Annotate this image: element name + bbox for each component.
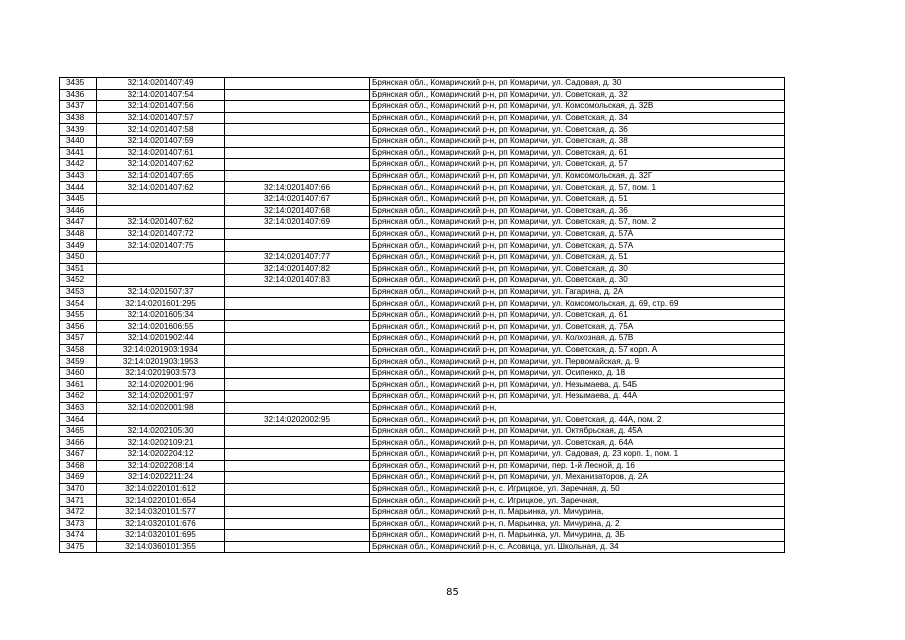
table-row xyxy=(60,425,785,437)
cadastral-number-cell: 32:14:0201507:37 xyxy=(97,286,225,298)
address-cell: Брянская обл., Комаричский р-н, рп Комаричи, ул. Садовая, д. 30 xyxy=(370,78,785,90)
row-number-cell: 3470 xyxy=(60,483,97,495)
related-cadastral-number-cell xyxy=(225,483,370,495)
address-cell: Брянская обл., Комаричский р-н, рп Комаричи, ул. Советская, д. 30 xyxy=(370,275,785,287)
cadastral-number-cell: 32:14:0220101:654 xyxy=(97,495,225,507)
row-number-cell: 3473 xyxy=(60,518,97,530)
related-cadastral-number-cell: 32:14:0201407:69 xyxy=(225,217,370,229)
address-cell: Брянская обл., Комаричский р-н, рп Комаричи, ул. Механизаторов, д. 2А xyxy=(370,472,785,484)
related-cadastral-number-cell xyxy=(225,112,370,124)
cadastral-number-cell: 32:14:0202001:98 xyxy=(97,402,225,414)
cadastral-number-cell: 32:14:0201601:295 xyxy=(97,298,225,310)
related-cadastral-number-cell xyxy=(225,333,370,345)
table-row xyxy=(60,275,785,287)
related-cadastral-number-cell xyxy=(225,228,370,240)
table-row xyxy=(60,205,785,217)
related-cadastral-number-cell: 32:14:0201407:83 xyxy=(225,275,370,287)
cadastral-number-cell xyxy=(97,205,225,217)
address-cell: Брянская обл., Комаричский р-н, рп Комаричи, ул. Советская, д. 57 xyxy=(370,159,785,171)
cadastral-number-cell: 32:14:0220101:612 xyxy=(97,483,225,495)
row-number-cell: 3445 xyxy=(60,193,97,205)
cadastral-number-cell: 32:14:0201407:61 xyxy=(97,147,225,159)
related-cadastral-number-cell xyxy=(225,391,370,403)
row-number-cell: 3472 xyxy=(60,506,97,518)
address-cell: Брянская обл., Комаричский р-н, рп Комаричи, ул. Комсомольская, д. 32В xyxy=(370,101,785,113)
address-cell: Брянская обл., Комаричский р-н, рп Комаричи, ул. Советская, д. 32 xyxy=(370,89,785,101)
address-cell: Брянская обл., Комаричский р-н, рп Комаричи, ул. Гагарина, д. 2А xyxy=(370,286,785,298)
table-row xyxy=(60,495,785,507)
cadastral-number-cell: 32:14:0202105:30 xyxy=(97,425,225,437)
row-number-cell: 3443 xyxy=(60,170,97,182)
row-number-cell: 3467 xyxy=(60,449,97,461)
related-cadastral-number-cell xyxy=(225,472,370,484)
property-table xyxy=(59,77,785,553)
table-row xyxy=(60,263,785,275)
address-cell: Брянская обл., Комаричский р-н, рп Комаричи, ул. Комсомольская, д. 32Г xyxy=(370,170,785,182)
table-row xyxy=(60,402,785,414)
cadastral-number-cell: 32:14:0320101:577 xyxy=(97,506,225,518)
row-number-cell: 3466 xyxy=(60,437,97,449)
table-row xyxy=(60,530,785,542)
table-row xyxy=(60,147,785,159)
row-number-cell: 3453 xyxy=(60,286,97,298)
table-row xyxy=(60,518,785,530)
table-row xyxy=(60,112,785,124)
table-row xyxy=(60,170,785,182)
row-number-cell: 3474 xyxy=(60,530,97,542)
address-cell: Брянская обл., Комаричский р-н, рп Комаричи, ул. Советская, д. 57А xyxy=(370,228,785,240)
row-number-cell: 3469 xyxy=(60,472,97,484)
row-number-cell: 3448 xyxy=(60,228,97,240)
address-cell: Брянская обл., Комаричский р-н, рп Комаричи, ул. Колхозная, д. 57В xyxy=(370,333,785,345)
row-number-cell: 3471 xyxy=(60,495,97,507)
related-cadastral-number-cell xyxy=(225,367,370,379)
cadastral-number-cell: 32:14:0320101:695 xyxy=(97,530,225,542)
table-row xyxy=(60,159,785,171)
cadastral-number-cell: 32:14:0201903:573 xyxy=(97,367,225,379)
address-cell: Брянская обл., Комаричский р-н, рп Комаричи, ул. Советская, д. 30 xyxy=(370,263,785,275)
table-row xyxy=(60,193,785,205)
related-cadastral-number-cell xyxy=(225,286,370,298)
address-cell: Брянская обл., Комаричский р-н, п. Марьинка, ул. Мичурина, xyxy=(370,506,785,518)
address-cell: Брянская обл., Комаричский р-н, рп Комаричи, ул. Советская, д. 61 xyxy=(370,147,785,159)
table-row xyxy=(60,217,785,229)
cadastral-number-cell: 32:14:0202204:12 xyxy=(97,449,225,461)
cadastral-number-cell xyxy=(97,414,225,426)
table-row xyxy=(60,309,785,321)
cadastral-number-cell: 32:14:0201407:62 xyxy=(97,182,225,194)
related-cadastral-number-cell xyxy=(225,460,370,472)
table-row xyxy=(60,101,785,113)
address-cell: Брянская обл., Комаричский р-н, с. Асовица, ул. Школьная, д. 34 xyxy=(370,541,785,553)
address-cell: Брянская обл., Комаричский р-н, с. Игрицкое, ул. Заречная, д. 50 xyxy=(370,483,785,495)
row-number-cell: 3449 xyxy=(60,240,97,252)
row-number-cell: 3463 xyxy=(60,402,97,414)
address-cell: Брянская обл., Комаричский р-н, рп Комаричи, ул. Советская, д. 44А, пом. 2 xyxy=(370,414,785,426)
related-cadastral-number-cell xyxy=(225,309,370,321)
related-cadastral-number-cell xyxy=(225,147,370,159)
address-cell: Брянская обл., Комаричский р-н, рп Комаричи, ул. Советская, д. 64А xyxy=(370,437,785,449)
table-row xyxy=(60,240,785,252)
cadastral-number-cell: 32:14:0202001:97 xyxy=(97,391,225,403)
page-number: 85 xyxy=(446,587,459,598)
row-number-cell: 3457 xyxy=(60,333,97,345)
table-row xyxy=(60,286,785,298)
related-cadastral-number-cell xyxy=(225,298,370,310)
related-cadastral-number-cell xyxy=(225,495,370,507)
cadastral-number-cell: 32:14:0202109:21 xyxy=(97,437,225,449)
address-cell: Брянская обл., Комаричский р-н, рп Комаричи, ул. Осипенко, д. 18 xyxy=(370,367,785,379)
related-cadastral-number-cell xyxy=(225,379,370,391)
related-cadastral-number-cell xyxy=(225,321,370,333)
related-cadastral-number-cell xyxy=(225,518,370,530)
row-number-cell: 3446 xyxy=(60,205,97,217)
cadastral-number-cell: 32:14:0201407:62 xyxy=(97,217,225,229)
related-cadastral-number-cell xyxy=(225,124,370,136)
property-table-body xyxy=(60,78,785,553)
table-row xyxy=(60,135,785,147)
row-number-cell: 3452 xyxy=(60,275,97,287)
row-number-cell: 3440 xyxy=(60,135,97,147)
related-cadastral-number-cell: 32:14:0201407:77 xyxy=(225,251,370,263)
related-cadastral-number-cell xyxy=(225,101,370,113)
address-cell: Брянская обл., Комаричский р-н, с. Игрицкое, ул. Заречная, xyxy=(370,495,785,507)
row-number-cell: 3441 xyxy=(60,147,97,159)
row-number-cell: 3475 xyxy=(60,541,97,553)
related-cadastral-number-cell xyxy=(225,89,370,101)
related-cadastral-number-cell: 32:14:0202002:95 xyxy=(225,414,370,426)
row-number-cell: 3447 xyxy=(60,217,97,229)
cadastral-number-cell: 32:14:0201903:1934 xyxy=(97,344,225,356)
row-number-cell: 3450 xyxy=(60,251,97,263)
table-row xyxy=(60,449,785,461)
address-cell: Брянская обл., Комаричский р-н, рп Комаричи, пер. 1-й Лесной, д. 16 xyxy=(370,460,785,472)
row-number-cell: 3460 xyxy=(60,367,97,379)
cadastral-number-cell: 32:14:0201407:58 xyxy=(97,124,225,136)
cadastral-number-cell: 32:14:0201407:75 xyxy=(97,240,225,252)
related-cadastral-number-cell xyxy=(225,170,370,182)
cadastral-number-cell: 32:14:0201407:49 xyxy=(97,78,225,90)
table-row xyxy=(60,414,785,426)
address-cell: Брянская обл., Комаричский р-н, рп Комаричи, ул. Советская, д. 57, пом. 2 xyxy=(370,217,785,229)
row-number-cell: 3459 xyxy=(60,356,97,368)
address-cell: Брянская обл., Комаричский р-н, рп Комаричи, ул. Комсомольская, д. 69, стр. 69 xyxy=(370,298,785,310)
related-cadastral-number-cell xyxy=(225,402,370,414)
table-row xyxy=(60,506,785,518)
address-cell: Брянская обл., Комаричский р-н, рп Комаричи, ул. Садовая, д. 23 корп. 1, пом. 1 xyxy=(370,449,785,461)
address-cell: Брянская обл., Комаричский р-н, рп Комаричи, ул. Советская, д. 36 xyxy=(370,205,785,217)
row-number-cell: 3442 xyxy=(60,159,97,171)
cadastral-number-cell: 32:14:0201407:57 xyxy=(97,112,225,124)
related-cadastral-number-cell xyxy=(225,425,370,437)
address-cell: Брянская обл., Комаричский р-н, рп Комаричи, ул. Советская, д. 51 xyxy=(370,193,785,205)
row-number-cell: 3454 xyxy=(60,298,97,310)
address-cell: Брянская обл., Комаричский р-н, рп Комаричи, ул. Советская, д. 36 xyxy=(370,124,785,136)
table-row xyxy=(60,124,785,136)
address-cell: Брянская обл., Комаричский р-н, п. Марьинка, ул. Мичурина, д. 3Б xyxy=(370,530,785,542)
related-cadastral-number-cell xyxy=(225,449,370,461)
row-number-cell: 3462 xyxy=(60,391,97,403)
row-number-cell: 3439 xyxy=(60,124,97,136)
address-cell: Брянская обл., Комаричский р-н, рп Комаричи, ул. Октябрьская, д. 45А xyxy=(370,425,785,437)
row-number-cell: 3456 xyxy=(60,321,97,333)
address-cell: Брянская обл., Комаричский р-н, рп Комаричи, ул. Советская, д. 75А xyxy=(370,321,785,333)
cadastral-number-cell: 32:14:0201407:72 xyxy=(97,228,225,240)
cadastral-number-cell: 32:14:0202208:14 xyxy=(97,460,225,472)
related-cadastral-number-cell xyxy=(225,240,370,252)
table-row xyxy=(60,298,785,310)
cadastral-number-cell: 32:14:0201407:54 xyxy=(97,89,225,101)
row-number-cell: 3444 xyxy=(60,182,97,194)
table-row xyxy=(60,541,785,553)
cadastral-number-cell: 32:14:0320101:676 xyxy=(97,518,225,530)
related-cadastral-number-cell xyxy=(225,530,370,542)
cadastral-number-cell: 32:14:0201407:62 xyxy=(97,159,225,171)
cadastral-number-cell: 32:14:0360101:355 xyxy=(97,541,225,553)
table-row xyxy=(60,182,785,194)
related-cadastral-number-cell xyxy=(225,541,370,553)
address-cell: Брянская обл., Комаричский р-н, рп Комаричи, ул. Советская, д. 34 xyxy=(370,112,785,124)
table-row xyxy=(60,356,785,368)
table-row xyxy=(60,460,785,472)
table-row xyxy=(60,344,785,356)
address-cell: Брянская обл., Комаричский р-н, рп Комаричи, ул. Советская, д. 57 корп. А xyxy=(370,344,785,356)
address-cell: Брянская обл., Комаричский р-н, рп Комаричи, ул. Советская, д. 51 xyxy=(370,251,785,263)
cadastral-number-cell: 32:14:0201605:34 xyxy=(97,309,225,321)
related-cadastral-number-cell xyxy=(225,437,370,449)
related-cadastral-number-cell xyxy=(225,159,370,171)
row-number-cell: 3461 xyxy=(60,379,97,391)
table-row xyxy=(60,251,785,263)
address-cell: Брянская обл., Комаричский р-н, п. Марьинка, ул. Мичурина, д. 2 xyxy=(370,518,785,530)
row-number-cell: 3435 xyxy=(60,78,97,90)
table-row xyxy=(60,321,785,333)
related-cadastral-number-cell: 32:14:0201407:68 xyxy=(225,205,370,217)
table-row xyxy=(60,391,785,403)
cadastral-number-cell: 32:14:0201407:59 xyxy=(97,135,225,147)
row-number-cell: 3437 xyxy=(60,101,97,113)
row-number-cell: 3464 xyxy=(60,414,97,426)
related-cadastral-number-cell xyxy=(225,78,370,90)
cadastral-number-cell: 32:14:0202001:96 xyxy=(97,379,225,391)
row-number-cell: 3451 xyxy=(60,263,97,275)
table-row xyxy=(60,228,785,240)
address-cell: Брянская обл., Комаричский р-н, xyxy=(370,402,785,414)
address-cell: Брянская обл., Комаричский р-н, рп Комаричи, ул. Первомайская, д. 9 xyxy=(370,356,785,368)
address-cell: Брянская обл., Комаричский р-н, рп Комаричи, ул. Советская, д. 57А xyxy=(370,240,785,252)
address-cell: Брянская обл., Комаричский р-н, рп Комаричи, ул. Незымаева, д. 54Б xyxy=(370,379,785,391)
table-row xyxy=(60,379,785,391)
table-row xyxy=(60,78,785,90)
cadastral-number-cell: 32:14:0201903:1953 xyxy=(97,356,225,368)
cadastral-number-cell xyxy=(97,263,225,275)
cadastral-number-cell: 32:14:0201606:55 xyxy=(97,321,225,333)
related-cadastral-number-cell xyxy=(225,506,370,518)
related-cadastral-number-cell: 32:14:0201407:82 xyxy=(225,263,370,275)
row-number-cell: 3436 xyxy=(60,89,97,101)
cadastral-number-cell xyxy=(97,251,225,263)
table-row xyxy=(60,89,785,101)
cadastral-number-cell xyxy=(97,193,225,205)
related-cadastral-number-cell: 32:14:0201407:66 xyxy=(225,182,370,194)
related-cadastral-number-cell xyxy=(225,344,370,356)
address-cell: Брянская обл., Комаричский р-н, рп Комаричи, ул. Советская, д. 61 xyxy=(370,309,785,321)
cadastral-number-cell: 32:14:0202211:24 xyxy=(97,472,225,484)
row-number-cell: 3465 xyxy=(60,425,97,437)
row-number-cell: 3455 xyxy=(60,309,97,321)
address-cell: Брянская обл., Комаричский р-н, рп Комаричи, ул. Советская, д. 38 xyxy=(370,135,785,147)
address-cell: Брянская обл., Комаричский р-н, рп Комаричи, ул. Незымаева, д. 44А xyxy=(370,391,785,403)
table-row xyxy=(60,437,785,449)
cadastral-number-cell: 32:14:0201407:65 xyxy=(97,170,225,182)
related-cadastral-number-cell xyxy=(225,135,370,147)
cadastral-number-cell: 32:14:0201407:56 xyxy=(97,101,225,113)
cadastral-number-cell: 32:14:0201902:44 xyxy=(97,333,225,345)
table-row xyxy=(60,367,785,379)
cadastral-number-cell xyxy=(97,275,225,287)
address-cell: Брянская обл., Комаричский р-н, рп Комаричи, ул. Советская, д. 57, пом. 1 xyxy=(370,182,785,194)
row-number-cell: 3468 xyxy=(60,460,97,472)
row-number-cell: 3438 xyxy=(60,112,97,124)
row-number-cell: 3458 xyxy=(60,344,97,356)
related-cadastral-number-cell xyxy=(225,356,370,368)
table-row xyxy=(60,472,785,484)
table-row xyxy=(60,483,785,495)
related-cadastral-number-cell: 32:14:0201407:67 xyxy=(225,193,370,205)
table-row xyxy=(60,333,785,345)
